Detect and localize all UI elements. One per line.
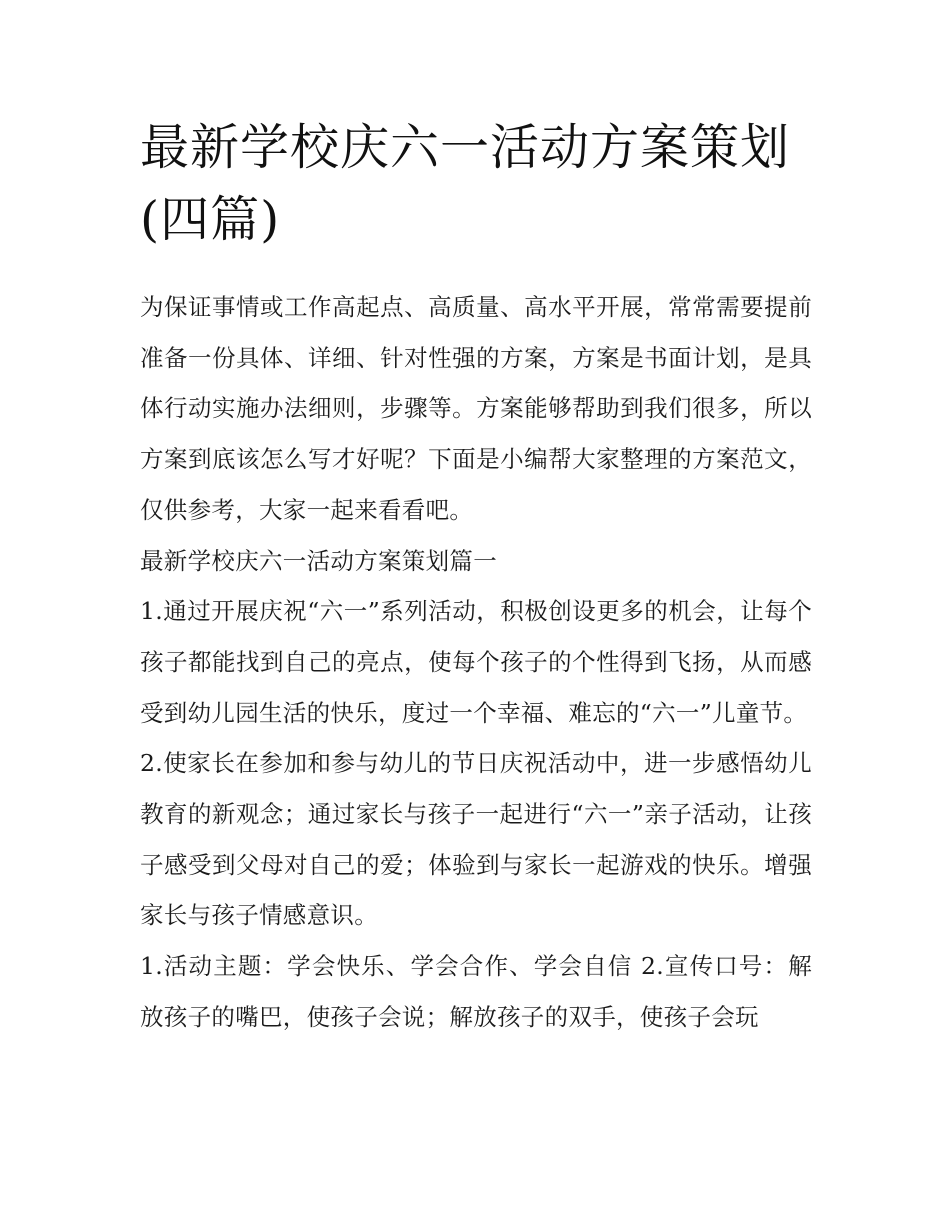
intro-paragraph: 为保证事情或工作高起点、高质量、高水平开展，常常需要提前准备一份具体、详细、针对性强的方案，方案是书面计划，是具体行动实施办法细则，步骤等。方案能够帮助到我们很多，所以方案到底该怎么写才好呢？下面是小编帮大家整理的方案范文，仅供参考，大家一起来看看吧。: [140, 293, 812, 524]
theme-paragraph: 1.活动主题：学会快乐、学会合作、学会自信 2.宣传口号：解放孩子的嘴巴，使孩子会说；解放孩子的双手，使孩子会玩: [140, 952, 812, 1031]
goal-paragraph-1: 1.通过开展庆祝“六一”系列活动，积极创设更多的机会，让每个孩子都能找到自己的亮点，使每个孩子的个性得到飞扬，从而感受到幼儿园生活的快乐，度过一个幸福、难忘的“六一”儿童节。: [140, 597, 812, 727]
goal-paragraph-2: 2.使家长在参加和参与幼儿的节日庆祝活动中，进一步感悟幼儿教育的新观念；通过家长与孩子一起进行“六一”亲子活动，让孩子感受到父母对自己的爱；体验到与家长一起游戏的快乐。增强家长与孩子情感意识。: [140, 749, 812, 930]
document-page: [140, 112, 812, 1043]
document-title: 最新学校庆六一活动方案策划(四篇): [140, 119, 791, 248]
section-heading: 最新学校庆六一活动方案策划篇一: [140, 546, 497, 575]
